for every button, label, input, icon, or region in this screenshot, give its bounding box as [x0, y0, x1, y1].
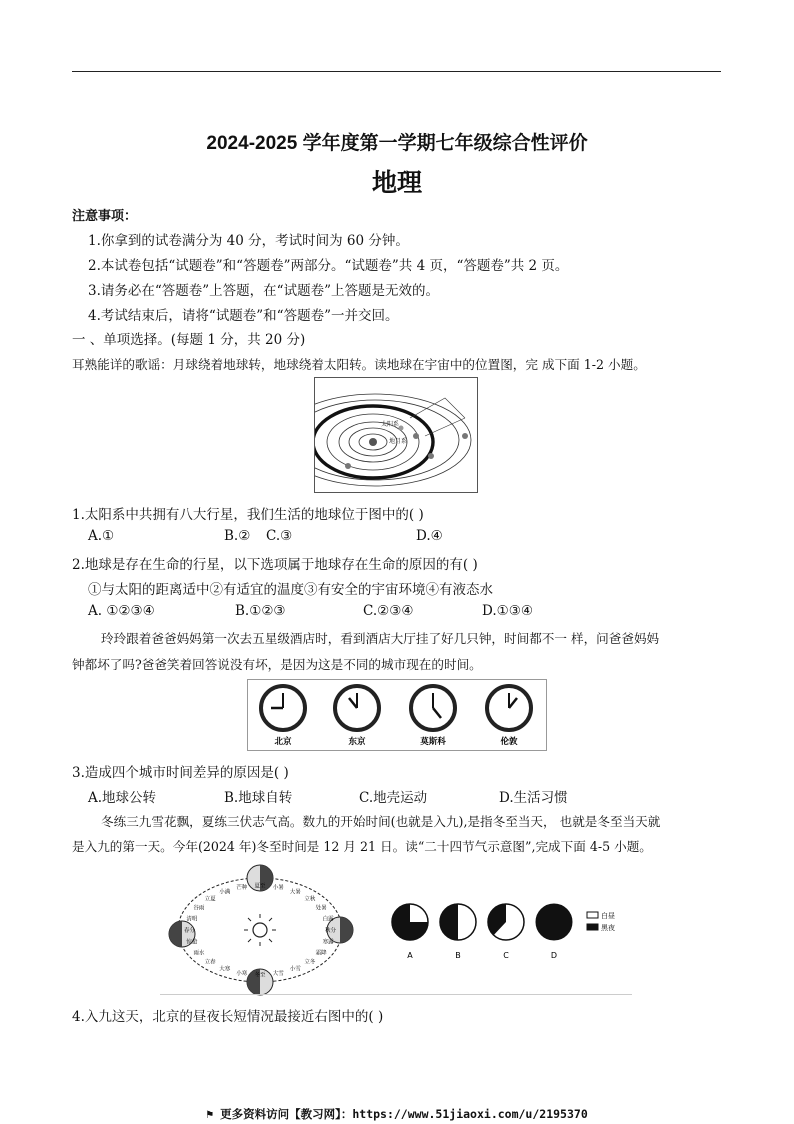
q3-option-c: C.地壳运动 [359, 790, 428, 806]
day-night-label: B [455, 951, 461, 960]
solar-term-label: 白露 [322, 916, 334, 923]
day-night-label: D [550, 951, 558, 960]
note-item-1: 1.你拿到的试卷满分为 40 分，考试时间为 60 分钟。 [88, 233, 409, 249]
solar-term-label: 夏至 [254, 883, 266, 890]
clock-london [487, 686, 531, 730]
day-night-label: A [407, 951, 413, 960]
solar-system-diagram [315, 378, 477, 492]
solar-term-label: 小暑 [272, 884, 284, 891]
solar-term-label: 霜降 [315, 950, 327, 957]
passage3-line1: 冬练三九雪花飘，夏练三伏志气高。数九的开始时间(也就是入九),是指冬至当天， 也就是冬至当天就 [101, 814, 661, 829]
clock-city-label: 伦敦 [500, 737, 518, 747]
exam-title: 2024-2025 学年度第一学期七年级综合性评价 [206, 133, 588, 154]
q4-stem: 4.入九这天，北京的昼夜长短情况最接近右图中的( ) [72, 1009, 384, 1025]
note-item-4: 4.考试结束后，请将“试题卷”和“答题卷”一并交回。 [88, 308, 399, 324]
clock-city-label: 北京 [274, 737, 292, 747]
solar-term-label: 冬至 [254, 972, 266, 979]
day-night-circle-c [488, 904, 524, 960]
clock-tokyo [335, 686, 379, 730]
solar-term-label: 小雪 [289, 966, 301, 973]
solar-term-label: 大暑 [289, 889, 301, 896]
clock-city-label: 东京 [348, 737, 366, 747]
clock-moscow [411, 686, 455, 730]
q1-option-c: C.③ [266, 528, 293, 544]
solar-term-label: 大寒 [219, 966, 231, 973]
note-item-2: 2.本试卷包括“试题卷”和“答题卷”两部分。“试题卷”共 4 页，“答题卷”共 2 页。 [88, 258, 569, 274]
clock-city-label: 莫斯科 [420, 737, 446, 747]
day-night-circle-d [536, 904, 572, 960]
section-intro: 耳熟能详的歌谣：月球绕着地球转，地球绕着太阳转。读地球在宇宙中的位置图，完 成下面 1-2 小题。 [72, 357, 646, 372]
legend-night-swatch [587, 924, 598, 930]
solar-term-label: 大雪 [272, 971, 284, 978]
q1-option-b: B.② [224, 528, 251, 544]
solar-label-1: 太阳系 [381, 421, 400, 428]
solar-term-label: 立秋 [304, 896, 316, 903]
solar-term-label: 处暑 [315, 905, 327, 912]
day-night-label: C [503, 951, 509, 960]
clocks-figure [247, 679, 547, 751]
solar-term-label: 立冬 [304, 959, 316, 966]
day-night-circle-b [440, 904, 476, 960]
solar-term-label: 秋分 [324, 928, 337, 934]
q3-stem: 3.造成四个城市时间差异的原因是( ) [72, 765, 289, 781]
q1-stem: 1.太阳系中共拥有八大行星，我们生活的地球位于图中的( ) [72, 507, 424, 523]
passage2-line1: 玲玲跟着爸爸妈妈第一次去五星级酒店时，看到酒店大厅挂了好几只钟，时间都不一 样，问爸爸妈妈 [101, 631, 660, 646]
solar-term-label: 寒露 [322, 939, 334, 946]
solar-term-label: 雨水 [193, 950, 205, 957]
flag-icon: ⚑ [206, 1107, 221, 1121]
q2-reasons: ①与太阳的距离适中②有适宜的温度③有安全的宇宙环境④有液态水 [88, 582, 493, 598]
solar-term-label: 立春 [204, 959, 216, 966]
solar-terms-figure [160, 862, 372, 997]
subject-title: 地理 [371, 168, 422, 197]
day-night-circle-a [392, 904, 428, 960]
solar-term-label: 芒种 [236, 884, 248, 891]
notes-heading: 注意事项： [72, 209, 138, 224]
clock-beijing [261, 686, 305, 730]
footer-link[interactable]: 更多资料访问【教习网】：https://www.51jiaoxi.com/u/2195370 [220, 1107, 588, 1121]
solar-label-2: 地月系 [389, 438, 408, 445]
day-night-figure [390, 898, 635, 964]
q2-option-b: B.①②③ [235, 603, 286, 619]
q2-option-c: C.②③④ [363, 603, 414, 619]
top-rule [72, 71, 721, 72]
q3-option-a: A.地球公转 [88, 790, 157, 806]
legend-day-label: 白昼 [601, 912, 615, 920]
solar-system-figure [314, 377, 478, 493]
footer [0, 1106, 794, 1122]
note-item-3: 3.请务必在“答题卷”上答题，在“试题卷”上答题是无效的。 [88, 283, 439, 299]
q2-option-a: A. ①②③④ [88, 603, 155, 619]
q1-option-d: D.④ [416, 528, 443, 544]
legend-day-swatch [587, 912, 598, 918]
solar-term-label: 小寒 [236, 971, 248, 978]
passage2-line2: 钟都坏了吗?爸爸笑着回答说没有坏，是因为这是不同的城市现在的时间。 [72, 657, 482, 672]
solar-term-label: 谷雨 [193, 905, 205, 912]
solar-term-label: 立夏 [204, 896, 216, 903]
solar-term-label: 清明 [186, 916, 198, 923]
sun-icon [244, 914, 276, 946]
solar-term-label: 惊蛰 [186, 939, 198, 946]
q2-stem: 2.地球是存在生命的行星，以下选项属于地球存在生命的原因的有( ) [72, 557, 478, 573]
solar-term-label: 小满 [219, 889, 231, 896]
section-heading: 一 、单项选择。(每题 1 分，共 20 分) [72, 332, 306, 348]
q3-option-b: B.地球自转 [224, 790, 293, 806]
passage3-line2: 是入九的第一天。今年(2024 年)冬至时间是 12 月 21 日。读“二十四节气示意图”,完成下面 4-5 小题。 [72, 839, 652, 854]
solar-term-label: 春分 [183, 928, 196, 934]
q1-option-a: A.① [88, 528, 115, 544]
q2-option-d: D.①③④ [482, 603, 533, 619]
q3-option-d: D.生活习惯 [499, 790, 568, 806]
figure-divider [160, 994, 632, 995]
legend-night-label: 黑夜 [601, 924, 615, 932]
